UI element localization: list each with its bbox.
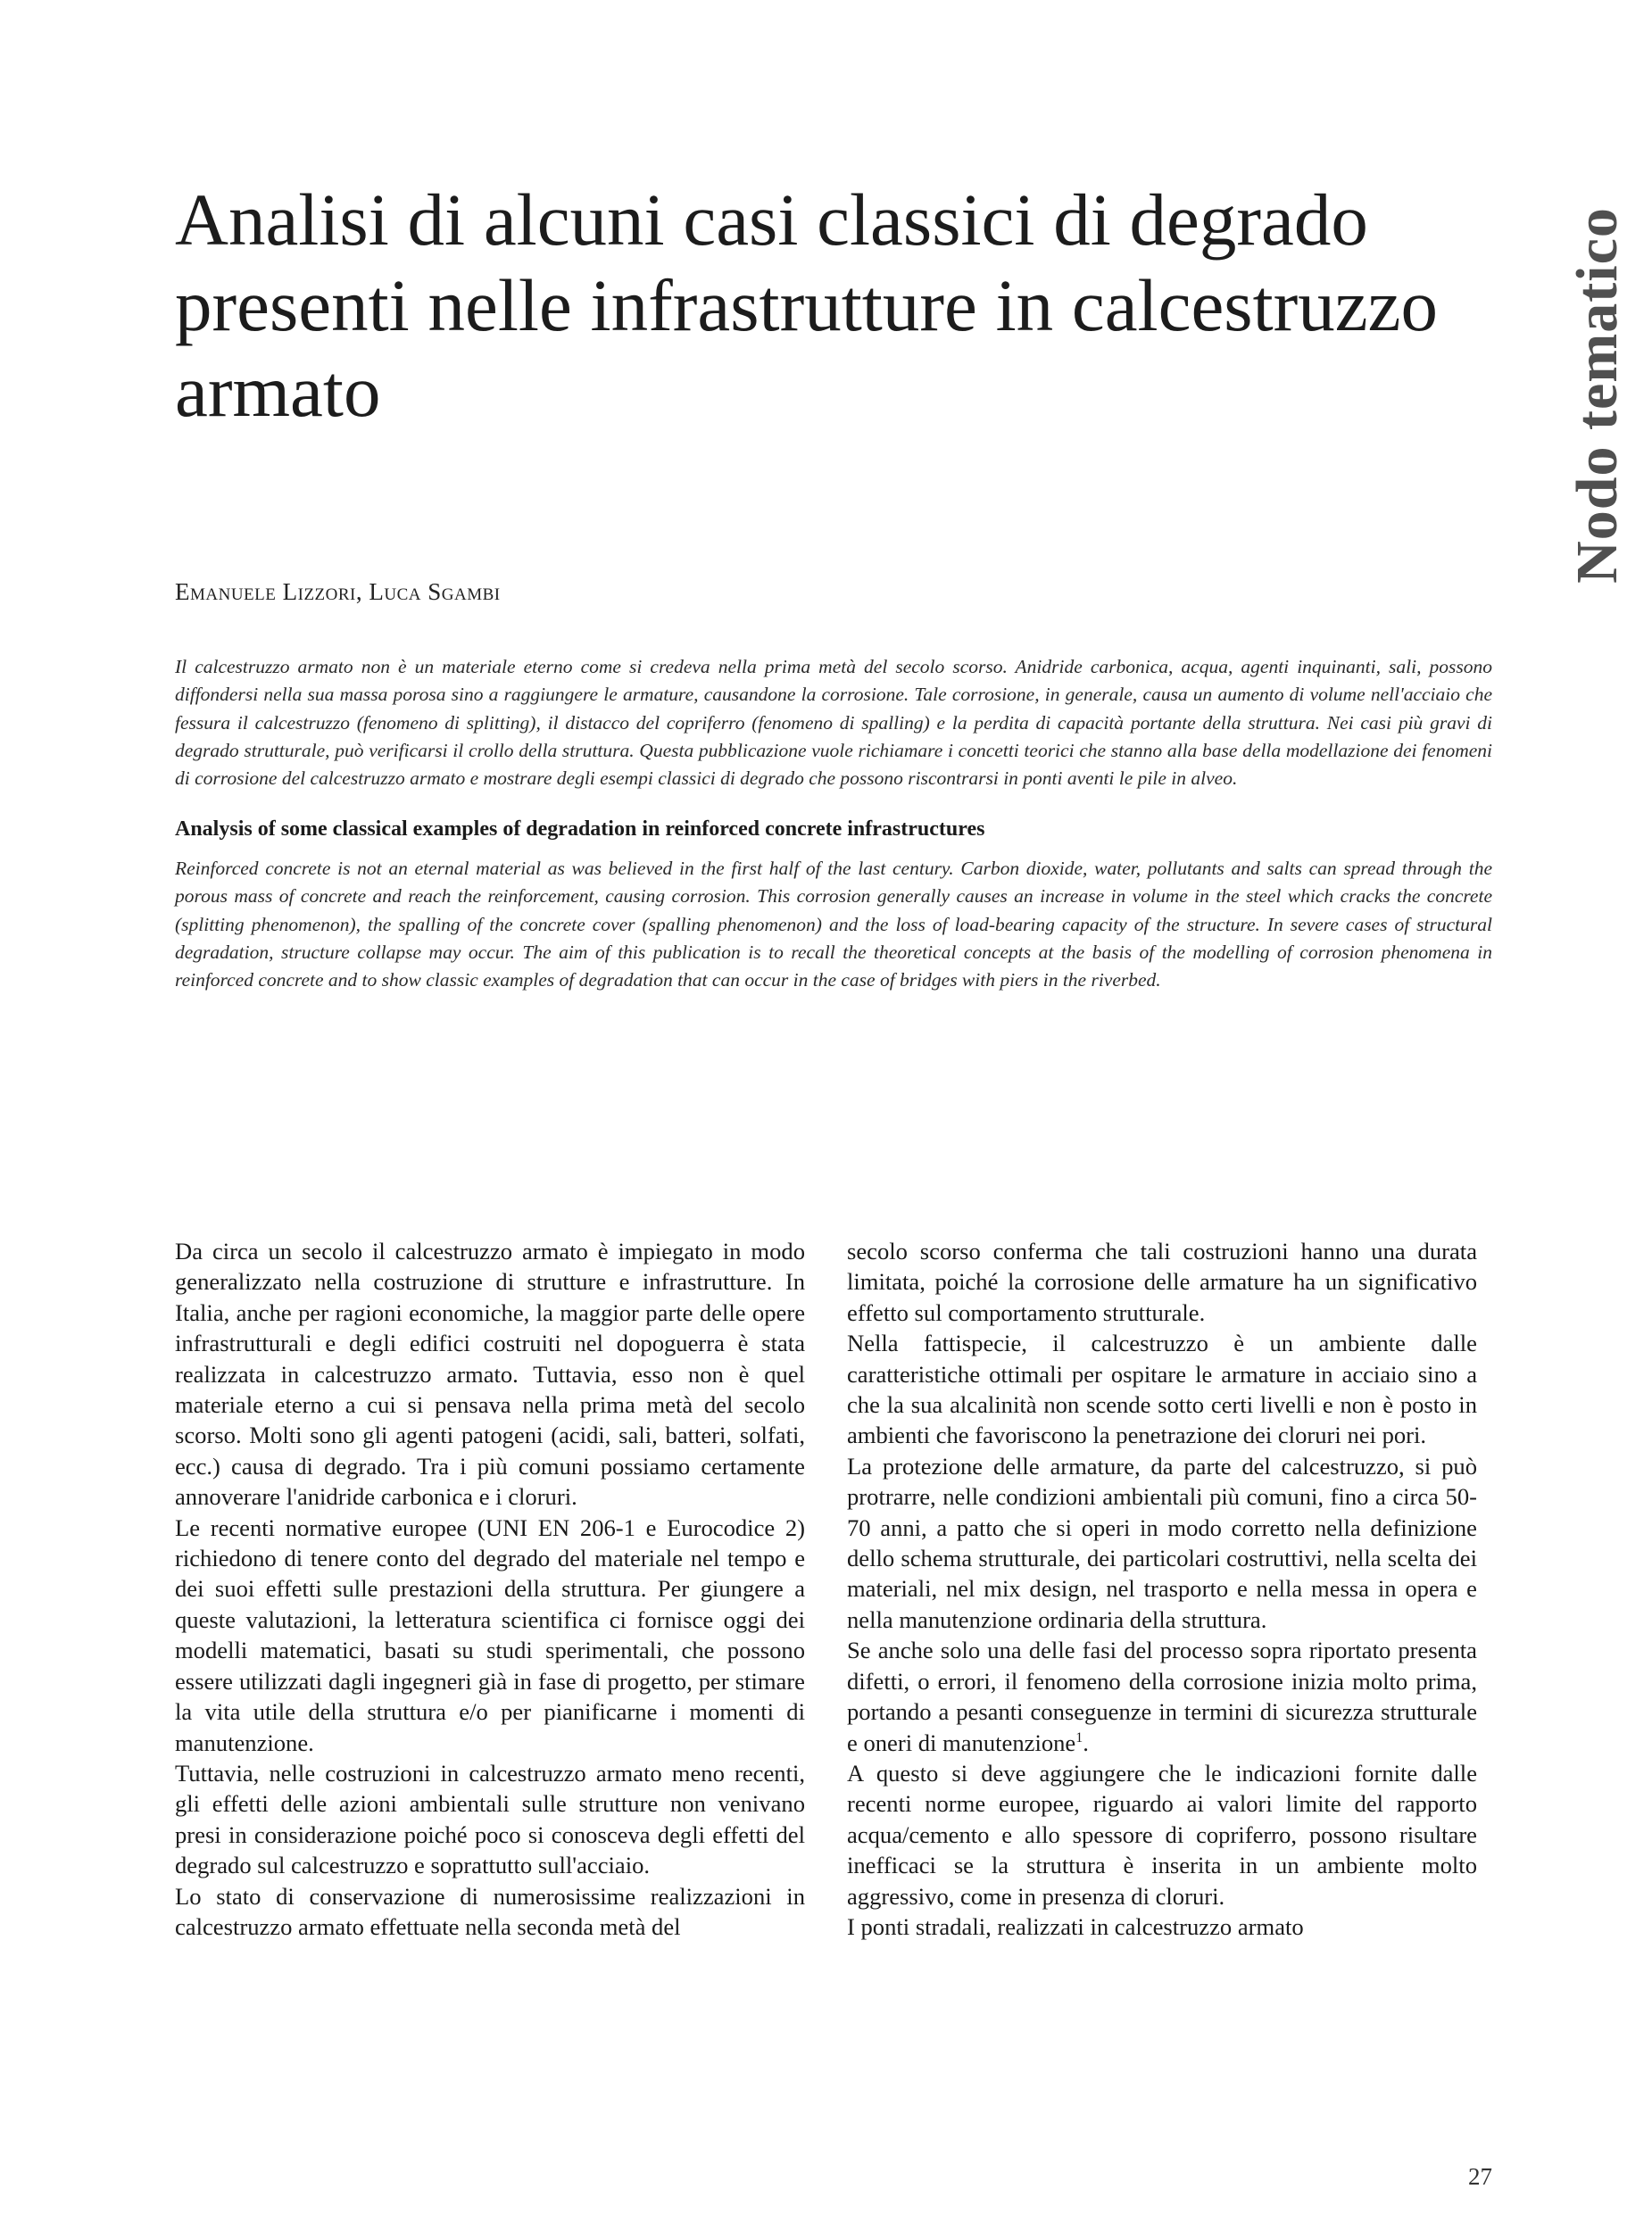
paragraph: Tuttavia, nelle costruzioni in calcestruzzo armato meno recenti, gli effetti delle azioni ambientali sulle strutture non venivano presi in considerazione poiché poco si conosceva degli effetti del degrado sul calcestruzzo e soprattutto sull'acciaio. [175, 1759, 805, 1879]
section-tag [1553, 203, 1642, 587]
abstract-english: Reinforced concrete is not an eternal material as was believed in the first half of the last century. Carbon dioxide, water, pollutants and salts can spread through the porous mass of concrete and reach the reinforcement, causing corrosion. This corrosion generally causes an increase in volume in the steel which cracks the concrete (splitting phenomenon), the spalling of the concrete cover (spalling phenomenon) and the loss of load-bearing capacity of the structure. In severe cases of structural degradation, structure collapse may occur. The aim of this publication is to recall the theoretical concepts at the basis of the modelling of corrosion phenomena in reinforced concrete and to show classic examples of degradation that can occur in the case of bridges with piers in the riverbed. [175, 858, 1492, 991]
paragraph: Se anche solo una delle fasi del processo sopra riportato presenta difetti, o errori, il fenomeno della corrosione inizia molto prima, portando a pesanti conseguenze in termini di sicurezza strutturale e oneri di manutenzione$^1$. [847, 1637, 1477, 1756]
paragraph: La protezione delle armature, da parte del calcestruzzo, si può protrarre, nelle condizioni ambientali più comuni, fino a circa 50-70 anni, a patto che si operi in modo corretto nella definizione dello schema strutturale, dei particolari costruttivi, nella scelta dei materiali, nel mix design, nel trasporto e nella messa in opera e nella manutenzione ordinaria della struttura. [847, 1452, 1477, 1633]
authors: Emanuele Lizzori, Luca Sgambi [175, 578, 501, 605]
paragraph: Le recenti normative europee (UNI EN 206-1 e Eurocodice 2) richiedono di tenere conto del degrado del materiale nel tempo e dei suoi effetti sulle prestazioni della struttura. Per giungere a queste valutazioni, la letteratura scientifica ci fornisce oggi dei modelli matematici, basati su studi sperimentali, che possono essere utilizzati dagli ingegneri già in fase di progetto, per stimare la vita utile della struttura e/o per pianificarne i momenti di manutenzione. [175, 1513, 805, 1756]
body-column-right [847, 1236, 1477, 1942]
footnote-reference[interactable]: 1 [1075, 1729, 1083, 1745]
body-column-left [175, 1236, 805, 1942]
paragraph: secolo scorso conferma che tali costruzioni hanno una durata limitata, poiché la corrosione delle armature ha un significativo effetto sul comportamento strutturale. [847, 1238, 1477, 1326]
section-tag-label: Nodo tematico [1565, 207, 1630, 584]
article-title: Analisi di alcuni casi classici di degrado presenti nelle infrastrutture in calcestruzzo armato [175, 178, 1438, 432]
paragraph: Lo stato di conservazione di numerosissime realizzazioni in calcestruzzo armato effettuate nella seconda metà del [175, 1882, 805, 1940]
paragraph-text: Se anche solo una delle fasi del processo sopra riportato presenta difetti, o errori, il fenomeno della corrosione inizia molto prima, portando a pesanti conseguenze in termini di sicurezza strutturale e oneri di manutenzione [847, 1637, 1477, 1756]
page-number: 27 [1468, 2163, 1492, 2190]
abstract-italian: Il calcestruzzo armato non è un materiale eterno come si credeva nella prima metà del secolo scorso. Anidride carbonica, acqua, agenti inquinanti, sali, possono diffondersi nella sua massa porosa sino a raggiungere le armature, causandone la corrosione. Tale corrosione, in generale, causa un aumento di volume nell'acciaio che fessura il calcestruzzo (fenomeno di splitting), il distacco del copriferro (fenomeno di spalling) e la perdita di capacità portante della struttura. Nei casi più gravi di degrado strutturale, può verificarsi il crollo della struttura. Questa pubblicazione vuole richiamare i concetti teorici che stanno alla base della modellazione dei fenomeni di corrosione del calcestruzzo armato e mostrare degli esempi classici di degrado che possono riscontrarsi in ponti aventi le pile in alveo. [175, 656, 1492, 790]
paragraph: A questo si deve aggiungere che le indicazioni fornite dalle recenti norme europee, riguardo ai valori limite del rapporto acqua/cemento e allo spessore di copriferro, possono risultare inefficaci se la struttura è inserita in un ambiente molto aggressivo, come in presenza di cloruri. [847, 1759, 1477, 1910]
paragraph: Nella fattispecie, il calcestruzzo è un ambiente dalle caratteristiche ottimali per ospitare le armature in acciaio sino a che la sua alcalinità non scende sotto certi livelli e non è posto in ambienti che favoriscono la penetrazione dei cloruri nei pori. [847, 1330, 1477, 1449]
paragraph: I ponti stradali, realizzati in calcestruzzo armato [847, 1912, 1304, 1940]
english-title: Analysis of some classical examples of degradation in reinforced concrete infrastructures [175, 817, 985, 841]
paragraph: Da circa un secolo il calcestruzzo armato è impiegato in modo generalizzato nella costruzione di strutture e infrastrutture. In Italia, anche per ragioni economiche, la maggior parte delle opere infrastrutturali e degli edifici costruiti nel dopoguerra è stata realizzata in calcestruzzo armato. Tuttavia, esso non è quel materiale eterno a cui si pensava nella prima metà del secolo scorso. Molti sono gli agenti patogeni (acidi, sali, batteri, solfati, ecc.) causa di degrado. Tra i più comuni possiamo certamente annoverare l'anidride carbonica e i cloruri. [175, 1238, 805, 1511]
